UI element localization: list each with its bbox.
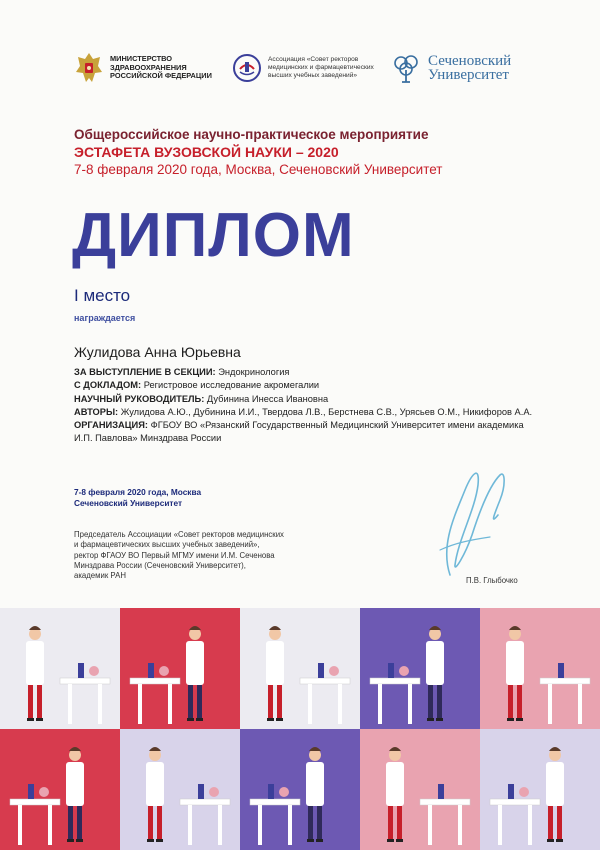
scientist-figure	[120, 608, 240, 729]
scientist-with-glassware-tile	[480, 729, 600, 850]
event-date-place: 7-8 февраля 2020 года, Москва, Сеченовский Университет	[74, 162, 443, 177]
awarded-label: награждается	[74, 313, 136, 323]
place-label: I место	[74, 286, 131, 305]
organization-label: ОРГАНИЗАЦИЯ:	[74, 420, 149, 431]
scientist-at-board-tile	[0, 729, 120, 850]
chair-credentials	[74, 530, 364, 581]
sechenov-tree-icon	[390, 52, 422, 84]
supervisor-label: НАУЧНЫЙ РУКОВОДИТЕЛЬ:	[74, 393, 205, 404]
sechenov-line: Сеченовский	[428, 53, 512, 69]
scientist-at-table-tile	[120, 608, 240, 729]
issue-place: Сеченовский Университет	[74, 498, 183, 508]
chair-line: Минздрава России (Сеченовский Университет),	[74, 560, 246, 570]
association-line: медицинских и фармацевтических	[268, 64, 374, 71]
section-row	[74, 366, 544, 379]
sechenov-text	[428, 54, 511, 82]
scientist-researcher-microscope-tile	[240, 729, 360, 850]
chair-line: ректор ФГАОУ ВО Первый МГМУ имени И.М. Сеченова	[74, 550, 275, 560]
scientist-figure	[480, 608, 600, 729]
authors-label: АВТОРЫ:	[74, 406, 119, 417]
scientist-figure	[0, 729, 120, 850]
signer-name: П.В. Глыбочко	[466, 576, 518, 585]
association-text	[268, 56, 388, 80]
coat-of-arms-icon	[74, 50, 104, 86]
organization-row	[74, 419, 544, 446]
report-label: С ДОКЛАДОМ:	[74, 380, 142, 391]
supervisor-value: Дубинина Инесса Ивановна	[206, 393, 329, 404]
scientist-figure	[360, 729, 480, 850]
issue-date-block	[74, 487, 201, 509]
header-logos	[74, 48, 534, 88]
scientist-female-microscope-tile	[360, 608, 480, 729]
scientist-with-tray-tile	[0, 608, 120, 729]
scientist-with-microscope-tile	[240, 608, 360, 729]
chair-line: академик РАН	[74, 571, 126, 581]
ministry-line: МИНИСТЕРСТВО	[110, 54, 173, 64]
scientist-at-microscope-tile	[120, 729, 240, 850]
ministry-line: ЗДРАВООХРАНЕНИЯ	[110, 62, 187, 72]
scientist-figure	[360, 608, 480, 729]
report-row	[74, 379, 544, 392]
authors-value: Жулидова А.Ю., Дубинина И.И., Твердова Л.В., Берстнева С.В., Урясьев О.М., Никифоров А.А.	[120, 406, 533, 417]
ministry-text	[110, 55, 212, 81]
ministry-line: РОССИЙСКОЙ ФЕДЕРАЦИИ	[110, 71, 212, 81]
scientist-figure	[240, 729, 360, 850]
chair-line: и фармацевтических высших учебных заведений»,	[74, 540, 260, 550]
report-value: Регистровое исследование акромегалии	[143, 380, 320, 391]
supervisor-row	[74, 393, 544, 406]
scientist-figure	[480, 729, 600, 850]
event-header	[74, 126, 554, 179]
issue-date: 7-8 февраля 2020 года, Москва	[74, 487, 202, 497]
association-line: высших учебных заведений»	[268, 72, 358, 79]
sechenov-logo	[390, 48, 511, 88]
chair-line: Председатель Ассоциации «Совет ректоров медицинских	[74, 530, 284, 539]
diploma-title: ДИПЛОМ	[72, 201, 355, 270]
scientist-at-lab-bench-tile	[360, 729, 480, 850]
scientist-with-flask-tile	[480, 608, 600, 729]
scientist-figure	[0, 608, 120, 729]
organization-value: ФГБОУ ВО «Рязанский Государственный Медицинский Университет имени академика И.П. Павлова» Минздрава России	[74, 420, 524, 444]
authors-row	[74, 406, 544, 419]
sechenov-line: Университет	[428, 67, 509, 83]
association-emblem-icon	[232, 53, 262, 83]
scientist-figure	[240, 608, 360, 729]
ministry-logo	[74, 48, 212, 88]
scientists-illustration-band	[0, 608, 600, 850]
association-logo	[232, 48, 388, 88]
scientist-figure	[120, 729, 240, 850]
section-value: Эндокринология	[218, 367, 290, 377]
section-label: ЗА ВЫСТУПЛЕНИЕ В СЕКЦИИ:	[74, 367, 216, 377]
event-type: Общероссийское научно-практическое мероприятие	[74, 127, 429, 142]
recipient-name: Жулидова Анна Юрьевна	[74, 344, 241, 360]
award-details	[74, 366, 544, 446]
handwritten-signature	[410, 455, 520, 585]
event-title: ЭСТАФЕТА ВУЗОВСКОЙ НАУКИ – 2020	[74, 144, 339, 160]
association-line: Ассоциация «Совет ректоров	[268, 56, 359, 63]
